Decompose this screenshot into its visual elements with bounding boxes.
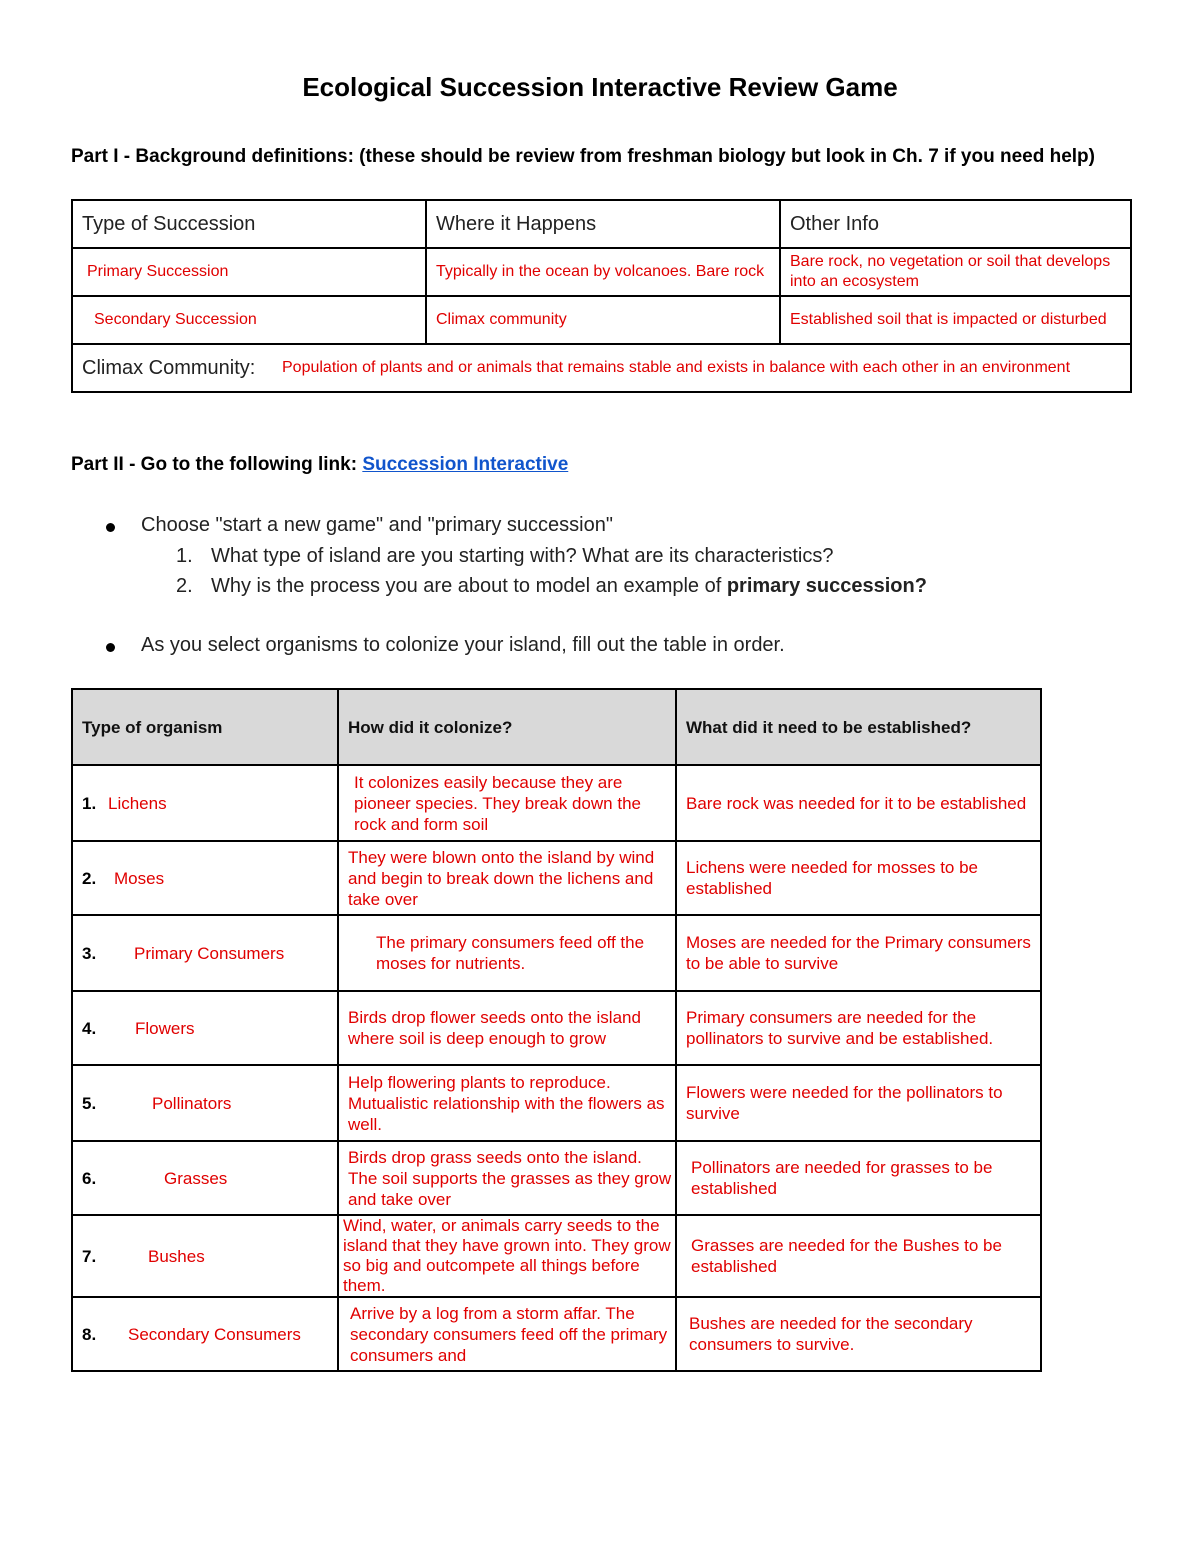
colonize-answer: It colonizes easily because they are pioneer species. They break down the rock and form soil xyxy=(338,765,676,841)
colonize-answer: Wind, water, or animals carry seeds to the island that they have grown into. They grow so big and outcompete all things before them. xyxy=(338,1215,676,1297)
colonize-answer: Help flowering plants to reproduce. Mutualistic relationship with the flowers as well. xyxy=(338,1065,676,1141)
colonize-answer: Arrive by a log from a storm affar. The secondary consumers feed off the primary consumers and xyxy=(338,1297,676,1371)
table-row xyxy=(72,248,1131,296)
secondary-succession-info: Established soil that is impacted or disturbed xyxy=(780,296,1131,344)
bullet-icon xyxy=(106,523,115,532)
question-number: 1. xyxy=(176,545,193,567)
colonize-answer: They were blown onto the island by wind and begin to break down the lichens and take over xyxy=(338,841,676,915)
succession-interactive-link[interactable]: Succession Interactive xyxy=(362,454,569,475)
table-row xyxy=(72,1297,1041,1371)
row-number: 3. xyxy=(82,943,97,963)
climax-community-row xyxy=(72,344,1131,392)
table-row xyxy=(72,991,1041,1065)
organism-name: Bushes xyxy=(148,1246,205,1266)
organism-name: Grasses xyxy=(164,1168,228,1188)
bullet-icon xyxy=(106,643,115,652)
organism-table xyxy=(71,688,1042,1372)
need-answer: Primary consumers are needed for the pollinators to survive and be established. xyxy=(676,991,1041,1065)
row-number: 1. xyxy=(82,793,97,813)
primary-succession-type: Primary Succession xyxy=(72,248,426,296)
table-row xyxy=(72,915,1041,991)
colonize-answer: Birds drop grass seeds onto the island. The soil supports the grasses as they grow and take over xyxy=(338,1141,676,1215)
header-type: Type of Succession xyxy=(72,200,426,248)
need-answer: Grasses are needed for the Bushes to be established xyxy=(676,1215,1041,1297)
part1-heading: Part I - Background definitions: (these should be review from freshman biology but look in Ch. 7 if you need help) xyxy=(71,146,1095,167)
row-number: 2. xyxy=(82,868,97,888)
page-title: Ecological Succession Interactive Review Game xyxy=(302,72,898,102)
organism-name: Pollinators xyxy=(152,1093,232,1113)
bullet-text: As you select organisms to colonize your island, fill out the table in order. xyxy=(141,634,785,656)
colonize-answer: Birds drop flower seeds onto the island where soil is deep enough to grow xyxy=(338,991,676,1065)
header-where: Where it Happens xyxy=(426,200,780,248)
organism-name: Lichens xyxy=(108,793,167,813)
organism-name: Secondary Consumers xyxy=(128,1324,301,1344)
row-number: 6. xyxy=(82,1168,97,1188)
row-number: 7. xyxy=(82,1246,97,1266)
bullet-text: Choose "start a new game" and "primary succession" xyxy=(141,514,613,536)
need-answer: Pollinators are needed for grasses to be established xyxy=(676,1141,1041,1215)
table-row xyxy=(72,841,1041,915)
colonize-answer: The primary consumers feed off the moses for nutrients. xyxy=(338,915,676,991)
row-number: 4. xyxy=(82,1018,97,1038)
table-row xyxy=(72,1215,1041,1297)
primary-succession-info: Bare rock, no vegetation or soil that develops into an ecosystem xyxy=(780,248,1131,296)
secondary-succession-type: Secondary Succession xyxy=(72,296,426,344)
table-row xyxy=(72,765,1041,841)
question-number: 2. xyxy=(176,575,193,597)
table-row xyxy=(72,1065,1041,1141)
part2-heading xyxy=(71,454,568,476)
question-2 xyxy=(176,575,927,598)
need-answer: Bare rock was needed for it to be established xyxy=(676,765,1041,841)
header-other: Other Info xyxy=(780,200,1131,248)
row-number: 8. xyxy=(82,1324,97,1344)
table-header-row xyxy=(72,200,1131,248)
organism-name: Primary Consumers xyxy=(134,943,285,963)
climax-community-label: Climax Community: xyxy=(82,356,256,379)
part2-heading-text: Part II - Go to the following link: xyxy=(71,454,358,475)
need-answer: Flowers were needed for the pollinators to survive xyxy=(676,1065,1041,1141)
climax-community-value: Population of plants and or animals that remains stable and exists in balance with each other in an environment xyxy=(282,359,1071,376)
question-1 xyxy=(176,545,834,568)
question-text: Why is the process you are about to model an example of xyxy=(211,575,727,597)
organism-name: Flowers xyxy=(135,1018,195,1038)
header-organism: Type of organism xyxy=(72,689,338,765)
primary-succession-where: Typically in the ocean by volcanoes. Bare rock xyxy=(426,248,780,296)
header-colonize: How did it colonize? xyxy=(338,689,676,765)
table-row xyxy=(72,1141,1041,1215)
need-answer: Moses are needed for the Primary consumers to be able to survive xyxy=(676,915,1041,991)
need-answer: Lichens were needed for mosses to be established xyxy=(676,841,1041,915)
row-number: 5. xyxy=(82,1093,97,1113)
table-row xyxy=(72,296,1131,344)
organism-name: Moses xyxy=(114,868,165,888)
question-text: What type of island are you starting with? What are its characteristics? xyxy=(211,545,834,567)
succession-types-table xyxy=(71,199,1132,393)
table-header-row xyxy=(72,689,1041,765)
header-need: What did it need to be established? xyxy=(676,689,1041,765)
question-bold-text: primary succession? xyxy=(726,575,927,597)
secondary-succession-where: Climax community xyxy=(426,296,780,344)
need-answer: Bushes are needed for the secondary consumers to survive. xyxy=(676,1297,1041,1371)
